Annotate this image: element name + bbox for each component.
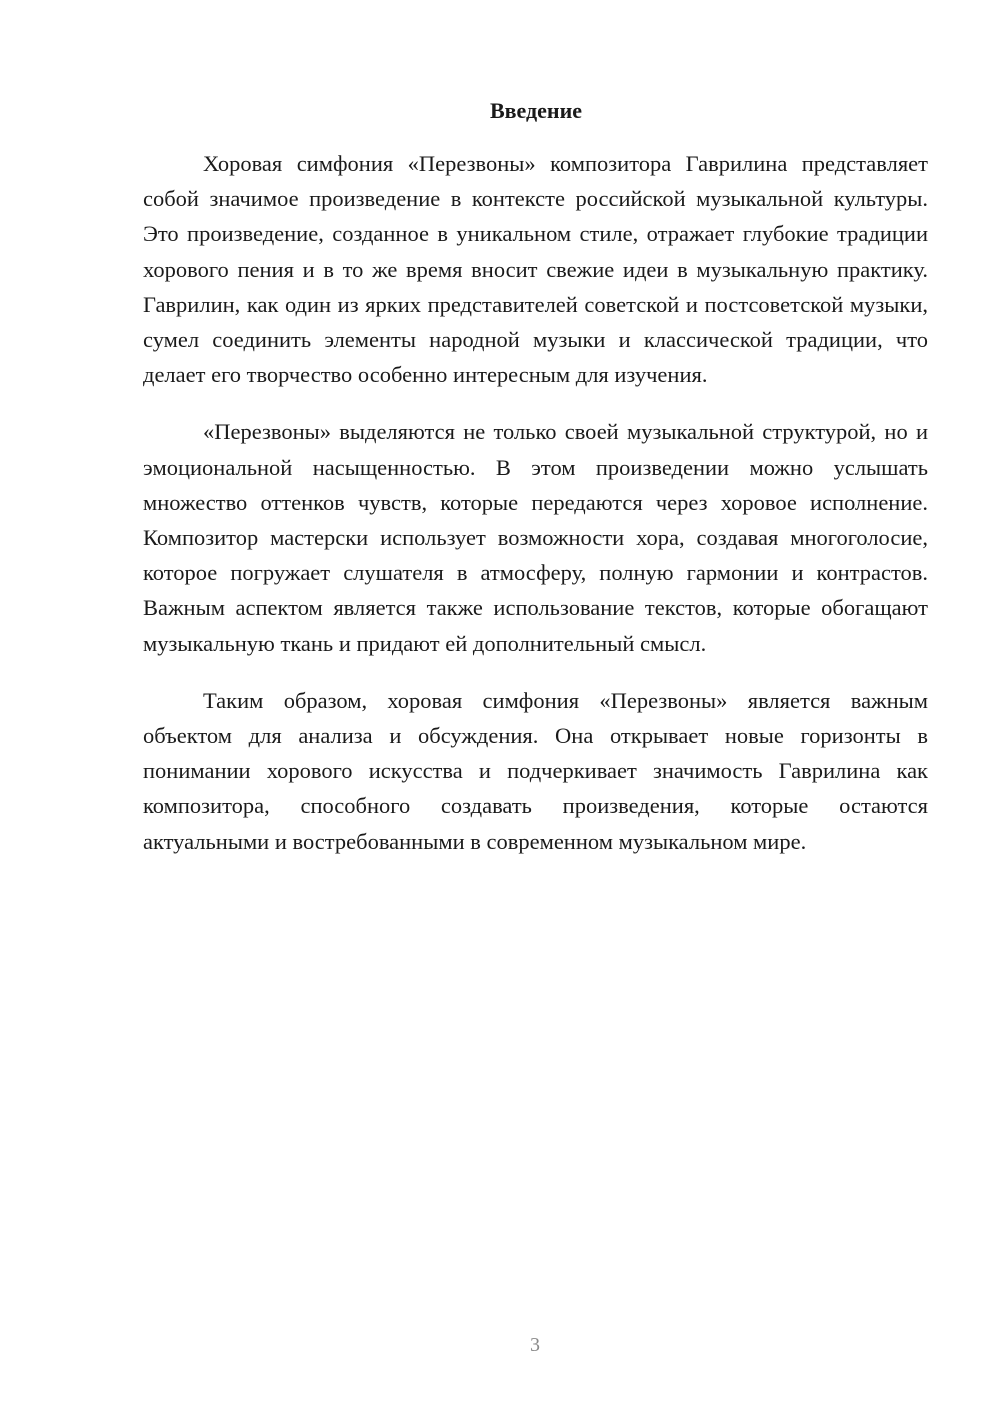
page-number: 3	[530, 1334, 540, 1356]
paragraph-3: Таким образом, хоровая симфония «Перезвоны» является важным объектом для анализа и обсуждения. Она открывает новые горизонты в понимании хорового искусства и подчеркивает значимость Гаврилина как композитора, способного создавать произведения, которые остаются актуальными и востребованными в современном музыкальном мире.	[143, 687, 928, 854]
paragraph-2: «Перезвоны» выделяются не только своей музыкальной структурой, но и эмоциональной насыщенностью. В этом произведении можно услышать множество оттенков чувств, которые передаются через хоровое исполнение. Композитор мастерски использует возможности хора, создавая многоголосие, которое погружает слушателя в атмосферу, полную гармонии и контрастов. Важным аспектом является также использование текстов, которые обогащают музыкальную ткань и придают ей дополнительный смысл.	[143, 419, 928, 656]
body-text	[143, 146, 928, 881]
section-heading: Введение	[489, 98, 583, 123]
paragraph-1: Хоровая симфония «Перезвоны» композитора Гаврилина представляет собой значимое произведение в контексте российской музыкальной культуры. Это произведение, созданное в уникальном стиле, отражает глубокие традиции хорового пения и в то же время вносит свежие идеи в музыкальную практику. Гаврилин, как один из ярких представителей советской и постсоветской музыки, сумел соединить элементы народной музыки и классической традиции, что делает его творчество особенно интересным для изучения.	[143, 151, 928, 388]
